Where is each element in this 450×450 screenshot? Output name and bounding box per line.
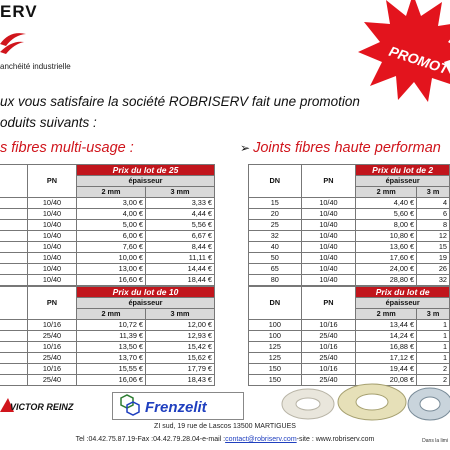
price-2mm-cell: 24,00 € [356,264,417,275]
price-3mm-cell: 12,00 € [146,320,215,331]
pn-cell: 10/40 [301,264,356,275]
price-2mm-cell: 10,80 € [356,231,417,242]
dn-cell: 40 [249,242,302,253]
table-row [0,231,215,242]
price-table-multi-usage-lot-10 [0,286,215,386]
table-header-row [249,287,450,298]
table-row [0,209,215,220]
table-row [249,231,450,242]
dn-cell [0,242,28,253]
price-2mm-cell: 13,44 € [356,320,417,331]
pn-cell: 10/16 [28,364,77,375]
price-3mm-cell: 6 [417,209,450,220]
price-3mm-cell: 1 [417,342,450,353]
dn-cell: 150 [249,364,302,375]
dn-cell [0,331,28,342]
pn-cell: 25/40 [301,353,356,364]
company-logo-text: ERV [0,2,38,21]
frenzelit-logo-text: Frenzelit [145,399,207,416]
price-2mm-cell: 11,39 € [77,331,146,342]
victor-reinz-logo [0,390,90,420]
price-2mm-cell: 16,88 € [356,342,417,353]
table-row [0,242,215,253]
section-title-text: Joints fibres haute performan [253,140,441,156]
dn-header: DN [249,287,302,320]
thickness-header: épaisseur [356,176,450,187]
table-row [0,364,215,375]
dn-cell [0,264,28,275]
pn-cell: 10/40 [28,198,77,209]
table-header-row [0,287,215,298]
table-header-row [249,165,450,176]
table-row [249,264,450,275]
pn-cell: 10/40 [301,275,356,286]
dn-cell: 100 [249,331,302,342]
price-header: Prix du lot de 10 [77,287,215,298]
dn-cell [0,364,28,375]
table-row [249,353,450,364]
footer-address: ZI sud, 19 rue de Lascos 13500 MARTIGUES [154,423,296,430]
table-row [249,209,450,220]
price-2mm-cell: 13,00 € [77,264,146,275]
pn-cell: 25/40 [301,375,356,386]
pn-cell: 10/16 [28,320,77,331]
price-3mm-cell: 14,44 € [146,264,215,275]
pn-cell: 10/16 [301,364,356,375]
price-3mm-cell: 26 [417,264,450,275]
footer-email-link[interactable]: contact@robriserv.com [225,436,297,443]
price-2mm-cell: 15,55 € [77,364,146,375]
price-3mm-cell: 1 [417,353,450,364]
price-2mm-cell: 10,72 € [77,320,146,331]
price-2mm-cell: 16,06 € [77,375,146,386]
price-2mm-cell: 14,24 € [356,331,417,342]
table-row [249,253,450,264]
pn-cell: 10/16 [301,320,356,331]
pn-cell: 10/16 [28,342,77,353]
price-2mm-cell: 17,12 € [356,353,417,364]
price-3mm-cell: 19 [417,253,450,264]
company-logo-swoosh-icon [0,26,30,56]
arrow-bullet-icon: ➢ [240,141,251,155]
price-table-haute-performance-lot-10 [248,286,450,386]
dn-cell: 20 [249,209,302,220]
table-header-row [0,165,215,176]
table-row [249,342,450,353]
dn-cell [0,231,28,242]
pn-cell: 10/40 [301,242,356,253]
dn-cell [0,342,28,353]
price-3mm-cell: 18,43 € [146,375,215,386]
price-3mm-cell: 18,44 € [146,275,215,286]
price-2mm-cell: 4,00 € [77,209,146,220]
pn-header: PN [28,287,77,320]
table-row [249,275,450,286]
price-2mm-cell: 3,00 € [77,198,146,209]
table-row [0,375,215,386]
pn-header: PN [28,165,77,198]
footer-note: Dans la limi [422,438,448,444]
price-2mm-cell: 4,40 € [356,198,417,209]
price-3mm-cell: 1 [417,320,450,331]
dn-header: DN [249,165,302,198]
price-2mm-cell: 13,60 € [356,242,417,253]
dn-header [0,287,28,320]
thickness-header: épaisseur [77,176,215,187]
thickness-3mm-header: 3 mm [146,187,215,198]
thickness-3mm-header: 3 m [417,187,450,198]
price-2mm-cell: 6,00 € [77,231,146,242]
dn-cell: 25 [249,220,302,231]
pn-cell: 10/40 [28,220,77,231]
section-title-haute-performance [240,140,441,156]
pn-cell: 10/40 [28,275,77,286]
table-row [249,198,450,209]
price-3mm-cell: 2 [417,375,450,386]
dn-cell [0,253,28,264]
price-3mm-cell: 5,56 € [146,220,215,231]
price-2mm-cell: 13,70 € [77,353,146,364]
table-row [249,320,450,331]
dn-cell [0,375,28,386]
thickness-2mm-header: 2 mm [356,187,417,198]
pn-cell: 10/40 [301,231,356,242]
dn-cell [0,209,28,220]
price-3mm-cell: 11,11 € [146,253,215,264]
price-3mm-cell: 32 [417,275,450,286]
table-row [0,275,215,286]
pn-cell: 10/40 [28,253,77,264]
price-3mm-cell: 12 [417,231,450,242]
table-row [0,320,215,331]
pn-cell: 10/40 [28,231,77,242]
pn-header: PN [301,287,356,320]
footer-contact [0,436,450,443]
dn-cell [0,198,28,209]
pn-cell: 10/40 [301,198,356,209]
thickness-2mm-header: 2 mm [356,309,417,320]
table-row [249,364,450,375]
footer-contact-phone-fax: Tel :04.42.75.87.19-Fax :04.42.79.28.04-e-mail : [75,436,226,443]
dn-cell: 125 [249,342,302,353]
price-2mm-cell: 10,00 € [77,253,146,264]
table-row [0,253,215,264]
dn-cell: 125 [249,353,302,364]
section-title-multi-usage: s fibres multi-usage : [0,140,134,156]
gasket-products-image [280,380,450,422]
table-row [249,220,450,231]
promo-label: PROMOT [387,42,450,78]
price-3mm-cell: 3,33 € [146,198,215,209]
dn-cell: 150 [249,375,302,386]
dn-cell [0,353,28,364]
price-2mm-cell: 20,08 € [356,375,417,386]
price-2mm-cell: 5,00 € [77,220,146,231]
pn-cell: 10/40 [301,253,356,264]
price-3mm-cell: 6,67 € [146,231,215,242]
dn-cell: 50 [249,253,302,264]
pn-header: PN [301,165,356,198]
price-3mm-cell: 15 [417,242,450,253]
table-row [0,353,215,364]
thickness-header: épaisseur [77,298,215,309]
thickness-3mm-header: 3 m [417,309,450,320]
price-2mm-cell: 28,80 € [356,275,417,286]
price-3mm-cell: 8,44 € [146,242,215,253]
pn-cell: 25/40 [301,331,356,342]
table-row [0,342,215,353]
pn-cell: 10/40 [301,209,356,220]
price-3mm-cell: 17,79 € [146,364,215,375]
pn-cell: 10/40 [301,220,356,231]
thickness-2mm-header: 2 mm [77,187,146,198]
price-table-haute-performance-lot-25 [248,164,450,286]
table-row [249,242,450,253]
pn-cell: 25/40 [28,375,77,386]
footer-website: -site : www.robriserv.com [296,436,375,443]
price-3mm-cell: 8 [417,220,450,231]
dn-cell: 65 [249,264,302,275]
price-header: Prix du lot de 25 [77,165,215,176]
price-header: Prix du lot de 2 [356,165,450,176]
price-2mm-cell: 19,44 € [356,364,417,375]
price-2mm-cell: 8,00 € [356,220,417,231]
intro-line-2: oduits suivants : [0,115,97,130]
dn-cell [0,320,28,331]
dn-cell [0,275,28,286]
intro-line-1: ux vous satisfaire la société ROBRISERV fait une promotion [0,94,360,109]
table-row [0,220,215,231]
table-row [0,198,215,209]
company-tagline: anchéité industrielle [0,62,71,71]
price-3mm-cell: 15,62 € [146,353,215,364]
price-2mm-cell: 5,60 € [356,209,417,220]
frenzelit-logo [112,392,244,420]
price-header: Prix du lot de [356,287,450,298]
pn-cell: 10/40 [28,264,77,275]
table-row [249,331,450,342]
price-2mm-cell: 16,60 € [77,275,146,286]
price-table-multi-usage-lot-25 [0,164,215,286]
table-row [0,331,215,342]
price-3mm-cell: 4,44 € [146,209,215,220]
dn-cell: 80 [249,275,302,286]
pn-cell: 10/40 [28,209,77,220]
dn-cell: 32 [249,231,302,242]
pn-cell: 10/40 [28,242,77,253]
table-row [0,264,215,275]
thickness-header: épaisseur [356,298,450,309]
pn-cell: 25/40 [28,353,77,364]
thickness-3mm-header: 3 mm [146,309,215,320]
pn-cell: 25/40 [28,331,77,342]
dn-cell: 15 [249,198,302,209]
price-2mm-cell: 13,50 € [77,342,146,353]
victor-reinz-logo-text: VICTOR REINZ [10,402,74,412]
price-3mm-cell: 15,42 € [146,342,215,353]
price-2mm-cell: 17,60 € [356,253,417,264]
price-3mm-cell: 2 [417,364,450,375]
dn-header [0,165,28,198]
price-3mm-cell: 12,93 € [146,331,215,342]
dn-cell: 100 [249,320,302,331]
thickness-2mm-header: 2 mm [77,309,146,320]
price-3mm-cell: 1 [417,331,450,342]
dn-cell [0,220,28,231]
price-2mm-cell: 7,60 € [77,242,146,253]
price-3mm-cell: 4 [417,198,450,209]
pn-cell: 10/16 [301,342,356,353]
